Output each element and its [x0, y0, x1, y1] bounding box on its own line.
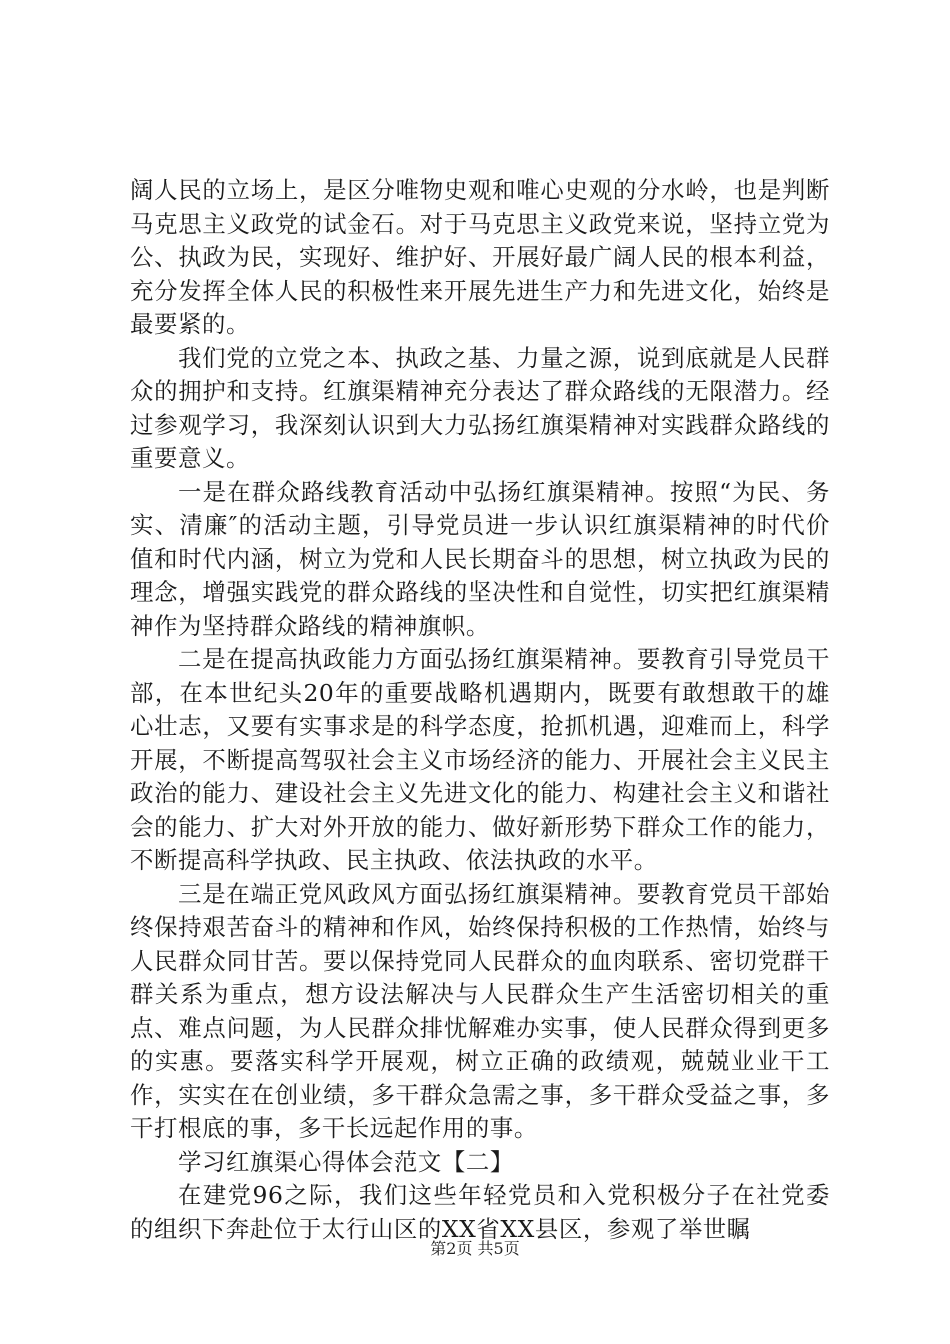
paragraph-party-foundation: 我们党的立党之本、执政之基、力量之源，说到底就是人民群众的拥护和支持。红旗渠精神充分表达了群众路线的无限潜力。经过参观学习，我深刻认识到大力弘扬红旗渠精神对实践群众路线的重要意义。 — [130, 343, 830, 472]
paragraph-second-essay-intro: 在建党96之际，我们这些年轻党员和入党积极分子在社党委的组织下奔赴位于太行山区的XX省XX县区，参观了举世瞩 — [130, 1181, 830, 1243]
paragraph-point-three: 三是在端正党风政风方面弘扬红旗渠精神。要教育党员干部始终保持艰苦奋斗的精神和作风，始终保持积极的工作热情，始终与人民群众同甘苦。要以保持党同人民群众的血肉联系、密切党群干群关系为重点，想方设法解决与人民群众生产生活密切相关的重点、难点问题，为人民群众排忧解难办实事，使人民群众得到更多的实惠。要落实科学开展观，树立正确的政绩观，兢兢业业干工作，实实在在创业绩，多干群众急需之事，多干群众受益之事，多干打根底的事，多干长远起作用的事。 — [130, 879, 830, 1142]
page-number-footer: 第2页 共5页 — [430, 1239, 520, 1258]
document-body — [130, 174, 830, 1246]
section-heading: 学习红旗渠心得体会范文【二】 — [178, 1147, 514, 1176]
paragraph-point-two: 二是在提高执政能力方面弘扬红旗渠精神。要教育引导党员干部，在本世纪头20年的重要战略机遇期内，既要有敢想敢干的雄心壮志，又要有实事求是的科学态度，抢抓机遇，迎难而上，科学开展，不断提高驾驭社会主义市场经济的能力、开展社会主义民主政治的能力、建设社会主义先进文化的能力、构建社会主义和谐社会的能力、扩大对外开放的能力、做好新形势下群众工作的能力，不断提高科学执政、民主执政、依法执政的水平。 — [130, 645, 830, 874]
paragraph-continuation: 阔人民的立场上，是区分唯物史观和唯心史观的分水岭，也是判断马克思主义政党的试金石。对于马克思主义政党来说，坚持立党为公、执政为民，实现好、维护好、开展好最广阔人民的根本利益，充分发挥全体人民的积极性来开展先进生产力和先进文化，始终是最要紧的。 — [130, 176, 830, 338]
paragraph-point-one: 一是在群众路线教育活动中弘扬红旗渠精神。按照“为民、务实、清廉″的活动主题，引导党员进一步认识红旗渠精神的时代价值和时代内涵，树立为党和人民长期奋斗的思想，树立执政为民的理念，增强实践党的群众路线的坚决性和自觉性，切实把红旗渠精神作为坚持群众路线的精神旗帜。 — [130, 477, 830, 640]
